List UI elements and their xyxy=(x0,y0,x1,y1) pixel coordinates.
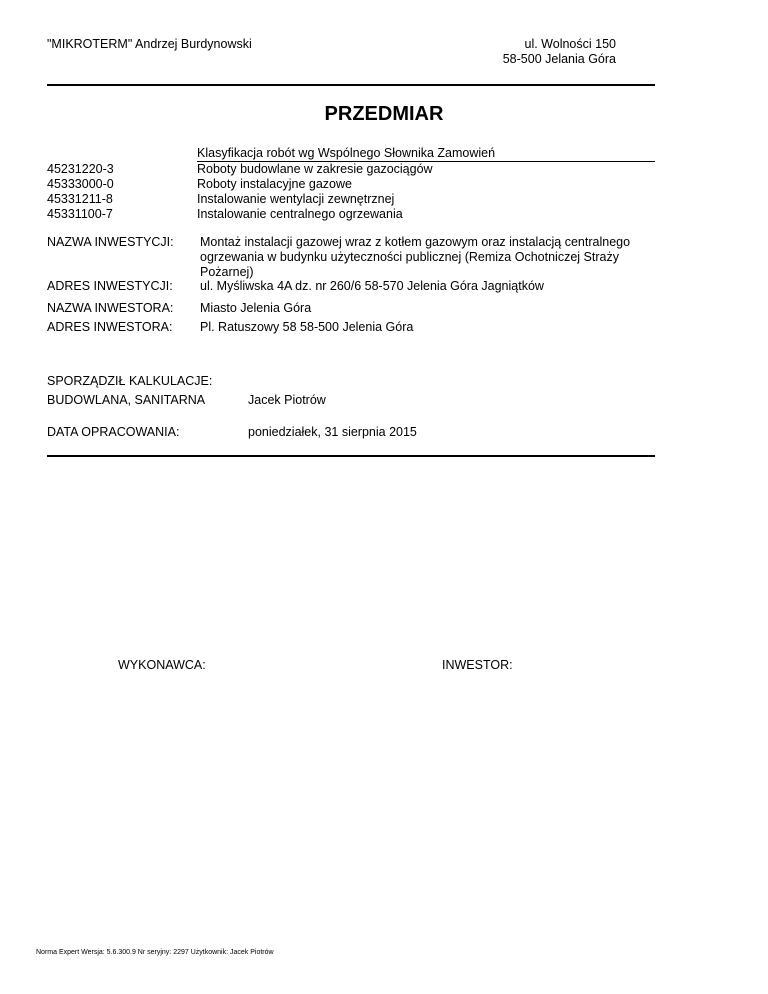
company-city: 58-500 Jelania Góra xyxy=(502,52,616,66)
classification-code: 45333000-0 xyxy=(47,177,114,191)
prepared-sub-label: BUDOWLANA, SANITARNA xyxy=(47,393,206,407)
page-title: PRZEDMIAR xyxy=(324,103,444,125)
investment-address-value: ul. Myśliwska 4A dz. nr 260/6 58-570 Jelenia Góra Jagniątków xyxy=(200,279,544,293)
investor-signature-label: INWESTOR: xyxy=(442,658,513,672)
investor-name-value: Miasto Jelenia Góra xyxy=(200,301,312,315)
classification-desc: Instalowanie wentylacji zewnętrznej xyxy=(197,192,395,206)
classification-code: 45231220-3 xyxy=(47,162,114,176)
date-value: poniedziałek, 31 sierpnia 2015 xyxy=(248,425,417,439)
classification-desc: Instalowanie centralnego ogrzewania xyxy=(197,207,403,221)
date-label: DATA OPRACOWANIA: xyxy=(47,425,180,439)
prepared-author: Jacek Piotrów xyxy=(248,393,326,407)
classification-heading: Klasyfikacja robót wg Wspólnego Słownika Zamowień xyxy=(197,146,655,162)
investor-address-value: Pl. Ratuszowy 58 58-500 Jelenia Góra xyxy=(200,320,414,334)
section-divider xyxy=(47,455,655,457)
investor-name-label: NAZWA INWESTORA: xyxy=(47,301,174,315)
prepared-label: SPORZĄDZIŁ KALKULACJE: xyxy=(47,374,213,388)
classification-desc: Roboty budowlane w zakresie gazociągów xyxy=(197,162,433,176)
footer-software-info: Norma Expert Wersja: 5.6.300.9 Nr seryjny: 2297 Użytkownik: Jacek Piotrów xyxy=(36,949,274,956)
company-name: "MIKROTERM" Andrzej Burdynowski xyxy=(47,37,252,51)
investment-name-label: NAZWA INWESTYCJI: xyxy=(47,235,174,249)
investor-address-label: ADRES INWESTORA: xyxy=(47,320,173,334)
classification-desc: Roboty instalacyjne gazowe xyxy=(197,177,352,191)
classification-code: 45331211-8 xyxy=(47,192,113,206)
contractor-signature-label: WYKONAWCA: xyxy=(118,658,206,672)
investment-name-value: Montaż instalacji gazowej wraz z kotłem gazowym oraz instalacją centralnego ogrzewania w budynku użyteczności publicznej (Remiza Ochotniczej Straży Pożarnej) xyxy=(200,235,631,279)
classification-code: 45331100-7 xyxy=(47,207,113,221)
header-divider xyxy=(47,84,655,86)
investment-address-label: ADRES INWESTYCJI: xyxy=(47,279,173,293)
company-street: ul. Wolności 150 xyxy=(524,37,616,51)
